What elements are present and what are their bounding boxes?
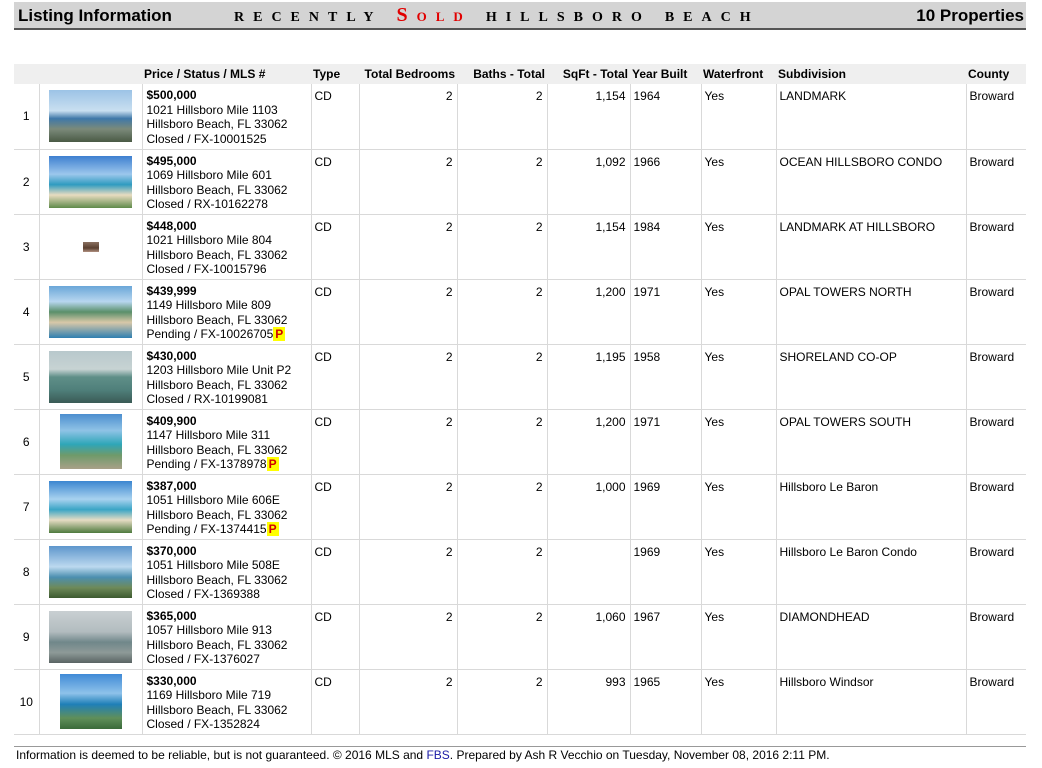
listing-type: CD: [311, 149, 359, 214]
listing-waterfront: Yes: [701, 214, 776, 279]
listing-baths: 2: [457, 149, 547, 214]
listing-bedrooms: 2: [359, 539, 457, 604]
listing-county: Broward: [966, 214, 1026, 279]
listing-address: 1021 Hillsboro Mile 804: [146, 233, 272, 247]
row-index: 10: [14, 669, 39, 734]
listing-photo[interactable]: [83, 242, 99, 252]
listing-price: $439,999: [146, 283, 197, 298]
listing-subdivision: Hillsboro Le Baron: [776, 474, 966, 539]
report-header: [14, 2, 1026, 30]
listing-address: 1069 Hillsboro Mile 601: [146, 168, 272, 182]
listing-photo[interactable]: [49, 90, 132, 142]
listing-sqft: 993: [547, 669, 630, 734]
listing-type: CD: [311, 539, 359, 604]
listing-photo-cell[interactable]: [39, 474, 142, 539]
row-index: 7: [14, 474, 39, 539]
listing-city: Hillsboro Beach, FL 33062: [146, 702, 288, 717]
listing-year: 1966: [630, 149, 701, 214]
listing-bedrooms: 2: [359, 214, 457, 279]
listing-photo-cell[interactable]: [39, 409, 142, 474]
listing-photo[interactable]: [60, 674, 122, 729]
footer-disclaimer: [16, 748, 830, 762]
col-sqft: SqFt - Total: [547, 64, 630, 84]
listing-type: CD: [311, 474, 359, 539]
listing-status: Closed / FX-10001525: [146, 131, 267, 146]
table-row[interactable]: [14, 214, 1026, 279]
pending-badge: P: [275, 327, 284, 341]
table-row[interactable]: [14, 604, 1026, 669]
table-row[interactable]: [14, 149, 1026, 214]
col-baths: Baths - Total: [457, 64, 547, 84]
report-banner: [234, 4, 760, 27]
listing-waterfront: Yes: [701, 344, 776, 409]
col-county: County: [966, 64, 1026, 84]
listing-city: Hillsboro Beach, FL 33062: [146, 247, 288, 262]
row-index: 4: [14, 279, 39, 344]
listing-status-line: [147, 132, 308, 147]
listing-county: Broward: [966, 149, 1026, 214]
listing-bedrooms: 2: [359, 409, 457, 474]
listing-bedrooms: 2: [359, 149, 457, 214]
listing-info: [142, 669, 311, 734]
listing-subdivision: LANDMARK: [776, 84, 966, 149]
listing-subdivision: OCEAN HILLSBORO CONDO: [776, 149, 966, 214]
listing-status: Closed / FX-1352824: [146, 717, 260, 731]
listing-status-line: [147, 587, 308, 602]
listing-photo[interactable]: [49, 351, 132, 403]
listing-year: 1969: [630, 474, 701, 539]
row-index: 2: [14, 149, 39, 214]
listing-price: $430,000: [146, 348, 197, 363]
listing-sqft: 1,092: [547, 149, 630, 214]
listing-address: 1169 Hillsboro Mile 719: [146, 688, 272, 702]
table-row[interactable]: [14, 669, 1026, 734]
listing-type: CD: [311, 604, 359, 669]
listing-photo-cell[interactable]: [39, 279, 142, 344]
listing-photo-cell[interactable]: [39, 84, 142, 149]
listing-bedrooms: 2: [359, 279, 457, 344]
listing-status: Closed / RX-10199081: [146, 392, 268, 406]
listings-table: [14, 64, 1026, 735]
row-index: 9: [14, 604, 39, 669]
listing-baths: 2: [457, 409, 547, 474]
listing-address: 1149 Hillsboro Mile 809: [146, 298, 272, 312]
table-header-row: [14, 64, 1026, 84]
listing-waterfront: Yes: [701, 149, 776, 214]
listing-status: Pending / FX-10026705: [146, 327, 274, 341]
listing-status-line: [147, 327, 308, 342]
listing-price: $330,000: [146, 673, 197, 688]
footer-divider: [14, 746, 1026, 747]
listing-photo-cell[interactable]: [39, 604, 142, 669]
listing-county: Broward: [966, 344, 1026, 409]
listing-info: [142, 344, 311, 409]
listing-waterfront: Yes: [701, 279, 776, 344]
listing-year: 1958: [630, 344, 701, 409]
listing-year: 1967: [630, 604, 701, 669]
listing-bedrooms: 2: [359, 669, 457, 734]
listing-bedrooms: 2: [359, 344, 457, 409]
listing-address: 1057 Hillsboro Mile 913: [146, 623, 272, 637]
banner-sold-rest: OLD: [416, 9, 472, 24]
row-index: 5: [14, 344, 39, 409]
listing-sqft: 1,154: [547, 84, 630, 149]
listing-year: 1971: [630, 279, 701, 344]
listing-photo[interactable]: [49, 546, 132, 598]
table-row[interactable]: [14, 409, 1026, 474]
listing-photo-cell[interactable]: [39, 214, 142, 279]
listing-county: Broward: [966, 279, 1026, 344]
listing-status: Pending / FX-1378978: [146, 457, 267, 471]
listing-county: Broward: [966, 474, 1026, 539]
listing-status-line: [147, 392, 308, 407]
listing-info: [142, 604, 311, 669]
listing-price: $370,000: [146, 543, 197, 558]
row-index: 3: [14, 214, 39, 279]
listing-info: [142, 84, 311, 149]
listing-city: Hillsboro Beach, FL 33062: [146, 117, 288, 131]
listing-subdivision: Hillsboro Windsor: [776, 669, 966, 734]
listing-address: 1051 Hillsboro Mile 508E: [146, 558, 280, 572]
listing-bedrooms: 2: [359, 474, 457, 539]
listing-sqft: [547, 539, 630, 604]
listing-sqft: 1,195: [547, 344, 630, 409]
listing-county: Broward: [966, 669, 1026, 734]
listing-photo-cell[interactable]: [39, 344, 142, 409]
listing-type: CD: [311, 409, 359, 474]
listing-year: 1964: [630, 84, 701, 149]
banner-sold-initial: S: [396, 4, 417, 26]
listing-year: 1965: [630, 669, 701, 734]
listing-type: CD: [311, 214, 359, 279]
listing-photo[interactable]: [49, 481, 132, 533]
listing-bedrooms: 2: [359, 84, 457, 149]
listing-county: Broward: [966, 539, 1026, 604]
listing-sqft: 1,060: [547, 604, 630, 669]
listing-subdivision: SHORELAND CO-OP: [776, 344, 966, 409]
col-year: Year Built: [630, 64, 701, 84]
table-row[interactable]: [14, 344, 1026, 409]
listing-baths: 2: [457, 539, 547, 604]
row-index: 1: [14, 84, 39, 149]
listing-city: Hillsboro Beach, FL 33062: [146, 182, 288, 197]
listing-subdivision: LANDMARK AT HILLSBORO: [776, 214, 966, 279]
pending-badge: P: [268, 457, 277, 471]
listing-year: 1969: [630, 539, 701, 604]
listing-type: CD: [311, 279, 359, 344]
col-type: Type: [311, 64, 359, 84]
listing-county: Broward: [966, 409, 1026, 474]
listing-status-line: [147, 522, 308, 537]
col-subdivision: Subdivision: [776, 64, 966, 84]
listing-subdivision: Hillsboro Le Baron Condo: [776, 539, 966, 604]
listing-price: $409,900: [146, 413, 197, 428]
listing-city: Hillsboro Beach, FL 33062: [146, 637, 288, 652]
listing-baths: 2: [457, 279, 547, 344]
listing-price: $448,000: [146, 218, 197, 233]
banner-word-hillsboro: HILLSBORO: [485, 10, 651, 25]
listing-city: Hillsboro Beach, FL 33062: [146, 572, 288, 587]
listing-county: Broward: [966, 84, 1026, 149]
row-index: 6: [14, 409, 39, 474]
listing-subdivision: DIAMONDHEAD: [776, 604, 966, 669]
listing-county: Broward: [966, 604, 1026, 669]
listing-year: 1984: [630, 214, 701, 279]
listing-baths: 2: [457, 604, 547, 669]
listing-status-line: [147, 652, 308, 667]
listing-waterfront: Yes: [701, 669, 776, 734]
listing-status-line: [147, 197, 308, 212]
listing-city: Hillsboro Beach, FL 33062: [146, 312, 288, 327]
listing-status-line: [147, 717, 308, 732]
listing-address: 1203 Hillsboro Mile Unit P2: [146, 363, 292, 377]
listing-photo[interactable]: [49, 611, 132, 663]
listing-sqft: 1,154: [547, 214, 630, 279]
listing-price: $500,000: [146, 88, 197, 102]
listing-year: 1971: [630, 409, 701, 474]
listing-status: Closed / FX-10015796: [146, 262, 267, 276]
table-row[interactable]: [14, 84, 1026, 149]
listing-waterfront: Yes: [701, 474, 776, 539]
col-price-status: Price / Status / MLS #: [142, 64, 311, 84]
listing-type: CD: [311, 344, 359, 409]
listing-address: 1021 Hillsboro Mile 1103: [146, 102, 278, 117]
listing-photo[interactable]: [60, 414, 122, 469]
pending-badge: P: [268, 522, 277, 536]
table-row[interactable]: [14, 474, 1026, 539]
listing-info: [142, 279, 311, 344]
listing-photo-cell[interactable]: [39, 669, 142, 734]
listing-city: Hillsboro Beach, FL 33062: [146, 377, 288, 392]
listing-photo[interactable]: [49, 156, 132, 208]
listing-sqft: 1,000: [547, 474, 630, 539]
listing-info: [142, 539, 311, 604]
listing-price: $365,000: [146, 608, 197, 623]
col-waterfront: Waterfront: [701, 64, 776, 84]
col-bedrooms: Total Bedrooms: [359, 64, 457, 84]
banner-word-beach: BEACH: [664, 10, 760, 25]
listing-status: Closed / RX-10162278: [146, 197, 268, 211]
listing-status: Pending / FX-1374415: [146, 522, 267, 536]
listing-subdivision: OPAL TOWERS NORTH: [776, 279, 966, 344]
banner-word-recently: RECENTLY: [234, 10, 383, 25]
listing-city: Hillsboro Beach, FL 33062: [146, 507, 288, 522]
listing-price: $387,000: [146, 478, 197, 493]
listing-info: [142, 214, 311, 279]
footer-text-after: . Prepared by Ash R Vecchio on Tuesday, November 08, 2016 2:11 PM.: [449, 748, 830, 762]
listing-bedrooms: 2: [359, 604, 457, 669]
listing-waterfront: Yes: [701, 84, 776, 149]
property-count: 10 Properties: [916, 6, 1024, 25]
listing-info: [142, 149, 311, 214]
listing-baths: 2: [457, 669, 547, 734]
listing-type: CD: [311, 669, 359, 734]
listing-address: 1147 Hillsboro Mile 311: [146, 428, 271, 442]
listing-baths: 2: [457, 214, 547, 279]
listing-price: $495,000: [146, 153, 197, 168]
listing-sqft: 1,200: [547, 409, 630, 474]
listing-type: CD: [311, 84, 359, 149]
listing-baths: 2: [457, 84, 547, 149]
footer-text-before: Information is deemed to be reliable, but is not guaranteed. © 2016 MLS and: [16, 748, 427, 762]
table-row[interactable]: [14, 539, 1026, 604]
listing-info: [142, 474, 311, 539]
listing-address: 1051 Hillsboro Mile 606E: [146, 493, 280, 507]
footer-fbs-link[interactable]: FBS: [426, 748, 450, 762]
listing-subdivision: OPAL TOWERS SOUTH: [776, 409, 966, 474]
listing-status-line: [147, 262, 308, 277]
row-index: 8: [14, 539, 39, 604]
listing-photo-cell[interactable]: [39, 149, 142, 214]
listing-waterfront: Yes: [701, 409, 776, 474]
listing-photo-cell[interactable]: [39, 539, 142, 604]
listing-photo[interactable]: [49, 286, 132, 338]
listing-city: Hillsboro Beach, FL 33062: [146, 442, 288, 457]
listing-info: [142, 409, 311, 474]
listing-status-line: [147, 457, 308, 472]
listing-baths: 2: [457, 474, 547, 539]
listing-waterfront: Yes: [701, 604, 776, 669]
listing-baths: 2: [457, 344, 547, 409]
listing-status: Closed / FX-1369388: [146, 587, 260, 601]
listing-waterfront: Yes: [701, 539, 776, 604]
table-row[interactable]: [14, 279, 1026, 344]
report-title: Listing Information: [18, 6, 172, 25]
listing-status: Closed / FX-1376027: [146, 652, 260, 666]
listing-sqft: 1,200: [547, 279, 630, 344]
